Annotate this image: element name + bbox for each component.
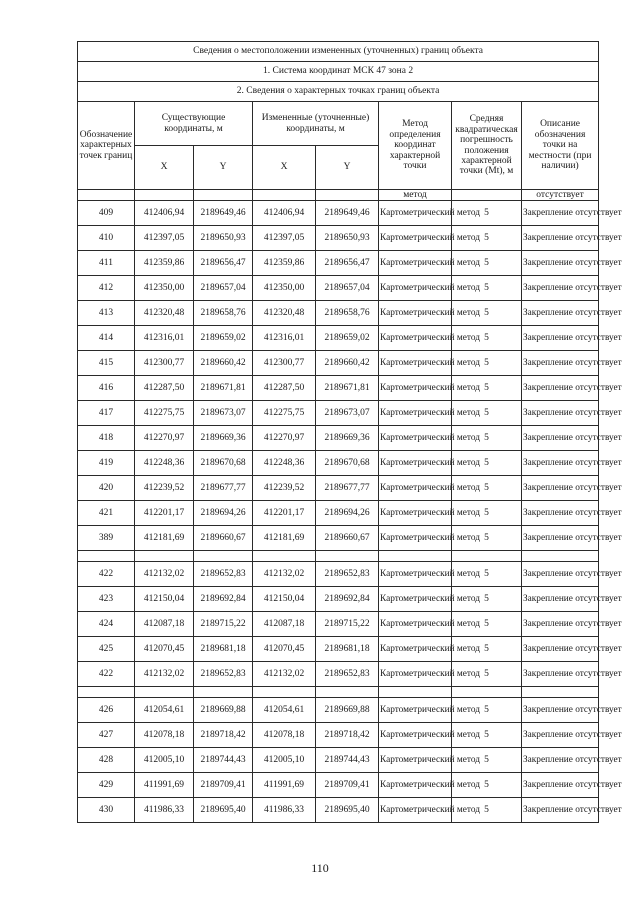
existing-x-cell: 412300,77 xyxy=(135,351,194,376)
changed-y-cell: 2189656,47 xyxy=(316,251,379,276)
point-cell: 429 xyxy=(78,773,135,798)
existing-y-cell: 2189744,43 xyxy=(194,748,253,773)
method-cell: Картометрический метод xyxy=(379,773,452,798)
changed-x-cell: 412406,94 xyxy=(253,201,316,226)
existing-x-cell: 412181,69 xyxy=(135,526,194,551)
changed-y-cell: 2189692,84 xyxy=(316,587,379,612)
continuation-method: метод xyxy=(379,190,452,201)
changed-y-cell: 2189669,36 xyxy=(316,426,379,451)
accuracy-cell: 5 xyxy=(452,501,522,526)
table-row xyxy=(78,401,599,426)
changed-y-cell: 2189681,18 xyxy=(316,637,379,662)
accuracy-cell: 5 xyxy=(452,476,522,501)
description-cell: Закрепление отсутствует xyxy=(522,251,599,276)
description-cell: Закрепление отсутствует xyxy=(522,226,599,251)
point-cell: 424 xyxy=(78,612,135,637)
point-cell: 426 xyxy=(78,698,135,723)
point-cell: 428 xyxy=(78,748,135,773)
method-cell: Картометрический метод xyxy=(379,748,452,773)
description-cell: Закрепление отсутствует xyxy=(522,476,599,501)
existing-x-cell: 412087,18 xyxy=(135,612,194,637)
accuracy-cell: 5 xyxy=(452,637,522,662)
coordinate-system: 1. Система координат МСК 47 зона 2 xyxy=(78,62,599,82)
description-cell: Закрепление отсутствует xyxy=(522,351,599,376)
existing-x-cell: 412070,45 xyxy=(135,637,194,662)
method-cell: Картометрический метод xyxy=(379,476,452,501)
existing-y-cell: 2189673,07 xyxy=(194,401,253,426)
existing-x-cell: 412005,10 xyxy=(135,748,194,773)
existing-x-cell: 412320,48 xyxy=(135,301,194,326)
accuracy-cell: 5 xyxy=(452,587,522,612)
point-cell: 418 xyxy=(78,426,135,451)
table-row xyxy=(78,201,599,226)
existing-y-cell: 2189709,41 xyxy=(194,773,253,798)
changed-x-cell: 412087,18 xyxy=(253,612,316,637)
changed-x-cell: 412070,45 xyxy=(253,637,316,662)
changed-x-cell: 412150,04 xyxy=(253,587,316,612)
description-cell: Закрепление отсутствует xyxy=(522,201,599,226)
description-cell: Закрепление отсутствует xyxy=(522,526,599,551)
method-cell: Картометрический метод xyxy=(379,351,452,376)
changed-y-cell: 2189694,26 xyxy=(316,501,379,526)
table-row xyxy=(78,587,599,612)
existing-x-cell: 412275,75 xyxy=(135,401,194,426)
changed-x-cell: 412248,36 xyxy=(253,451,316,476)
accuracy-cell: 5 xyxy=(452,662,522,687)
existing-y-cell: 2189659,02 xyxy=(194,326,253,351)
description-cell: Закрепление отсутствует xyxy=(522,562,599,587)
continuation-row xyxy=(78,190,599,201)
existing-y-cell: 2189656,47 xyxy=(194,251,253,276)
point-cell: 416 xyxy=(78,376,135,401)
method-cell: Картометрический метод xyxy=(379,587,452,612)
existing-y-cell: 2189669,36 xyxy=(194,426,253,451)
table-row xyxy=(78,562,599,587)
existing-x-cell: 412316,01 xyxy=(135,326,194,351)
accuracy-cell: 5 xyxy=(452,426,522,451)
existing-y-cell: 2189681,18 xyxy=(194,637,253,662)
changed-y-cell: 2189744,43 xyxy=(316,748,379,773)
col-header-changed-y: Y xyxy=(316,146,379,190)
accuracy-cell: 5 xyxy=(452,251,522,276)
separator-row xyxy=(78,551,599,562)
point-cell: 419 xyxy=(78,451,135,476)
table-row xyxy=(78,637,599,662)
changed-x-cell: 412320,48 xyxy=(253,301,316,326)
changed-y-cell: 2189652,83 xyxy=(316,662,379,687)
existing-y-cell: 2189658,76 xyxy=(194,301,253,326)
changed-x-cell: 412181,69 xyxy=(253,526,316,551)
method-cell: Картометрический метод xyxy=(379,326,452,351)
point-cell: 430 xyxy=(78,798,135,823)
accuracy-cell: 5 xyxy=(452,526,522,551)
changed-x-cell: 412359,86 xyxy=(253,251,316,276)
description-cell: Закрепление отсутствует xyxy=(522,723,599,748)
point-cell: 415 xyxy=(78,351,135,376)
table-row xyxy=(78,476,599,501)
point-cell: 422 xyxy=(78,662,135,687)
method-cell: Картометрический метод xyxy=(379,798,452,823)
method-cell: Картометрический метод xyxy=(379,698,452,723)
continuation-fix: отсутствует xyxy=(522,190,599,201)
accuracy-cell: 5 xyxy=(452,326,522,351)
accuracy-cell: 5 xyxy=(452,773,522,798)
method-cell: Картометрический метод xyxy=(379,637,452,662)
page-number: 110 xyxy=(311,861,329,875)
method-cell: Картометрический метод xyxy=(379,201,452,226)
existing-y-cell: 2189660,42 xyxy=(194,351,253,376)
description-cell: Закрепление отсутствует xyxy=(522,451,599,476)
accuracy-cell: 5 xyxy=(452,301,522,326)
changed-y-cell: 2189671,81 xyxy=(316,376,379,401)
existing-x-cell: 412350,00 xyxy=(135,276,194,301)
existing-x-cell: 412239,52 xyxy=(135,476,194,501)
existing-x-cell: 411986,33 xyxy=(135,798,194,823)
description-cell: Закрепление отсутствует xyxy=(522,798,599,823)
point-cell: 414 xyxy=(78,326,135,351)
point-cell: 422 xyxy=(78,562,135,587)
changed-y-cell: 2189658,76 xyxy=(316,301,379,326)
coordinates-table xyxy=(77,41,622,823)
description-cell: Закрепление отсутствует xyxy=(522,587,599,612)
point-cell: 421 xyxy=(78,501,135,526)
table-row xyxy=(78,376,599,401)
col-header-method: Метод определения координат характерной точки xyxy=(379,102,452,190)
changed-y-cell: 2189670,68 xyxy=(316,451,379,476)
changed-x-cell: 412275,75 xyxy=(253,401,316,426)
existing-x-cell: 412132,02 xyxy=(135,562,194,587)
method-cell: Картометрический метод xyxy=(379,276,452,301)
existing-y-cell: 2189671,81 xyxy=(194,376,253,401)
col-header-existing-x: X xyxy=(135,146,194,190)
accuracy-cell: 5 xyxy=(452,351,522,376)
accuracy-cell: 5 xyxy=(452,723,522,748)
existing-x-cell: 412078,18 xyxy=(135,723,194,748)
section-title: 2. Сведения о характерных точках границ объекта xyxy=(78,82,599,102)
point-cell: 425 xyxy=(78,637,135,662)
existing-y-cell: 2189715,22 xyxy=(194,612,253,637)
table-row xyxy=(78,451,599,476)
method-cell: Картометрический метод xyxy=(379,226,452,251)
existing-x-cell: 412054,61 xyxy=(135,698,194,723)
table-row xyxy=(78,501,599,526)
table-row xyxy=(78,698,599,723)
col-header-description: Описание обозначения точки на местности (при наличии) xyxy=(522,102,599,190)
accuracy-cell: 5 xyxy=(452,562,522,587)
table-row xyxy=(78,612,599,637)
point-cell: 412 xyxy=(78,276,135,301)
description-cell: Закрепление отсутствует xyxy=(522,301,599,326)
existing-x-cell: 412132,02 xyxy=(135,662,194,687)
changed-y-cell: 2189649,46 xyxy=(316,201,379,226)
table-row xyxy=(78,798,599,823)
existing-x-cell: 412397,05 xyxy=(135,226,194,251)
accuracy-cell: 5 xyxy=(452,748,522,773)
accuracy-cell: 5 xyxy=(452,276,522,301)
point-cell: 409 xyxy=(78,201,135,226)
table-row xyxy=(78,723,599,748)
point-cell: 417 xyxy=(78,401,135,426)
changed-y-cell: 2189669,88 xyxy=(316,698,379,723)
changed-x-cell: 412316,01 xyxy=(253,326,316,351)
existing-y-cell: 2189657,04 xyxy=(194,276,253,301)
existing-y-cell: 2189650,93 xyxy=(194,226,253,251)
table-row xyxy=(78,301,599,326)
table-row xyxy=(78,662,599,687)
changed-y-cell: 2189660,42 xyxy=(316,351,379,376)
existing-y-cell: 2189694,26 xyxy=(194,501,253,526)
changed-y-cell: 2189673,07 xyxy=(316,401,379,426)
existing-x-cell: 412201,17 xyxy=(135,501,194,526)
method-cell: Картометрический метод xyxy=(379,562,452,587)
method-cell: Картометрический метод xyxy=(379,723,452,748)
existing-y-cell: 2189669,88 xyxy=(194,698,253,723)
changed-x-cell: 412201,17 xyxy=(253,501,316,526)
method-cell: Картометрический метод xyxy=(379,451,452,476)
table-row xyxy=(78,773,599,798)
existing-x-cell: 412248,36 xyxy=(135,451,194,476)
accuracy-cell: 5 xyxy=(452,698,522,723)
point-cell: 413 xyxy=(78,301,135,326)
description-cell: Закрепление отсутствует xyxy=(522,748,599,773)
changed-y-cell: 2189718,42 xyxy=(316,723,379,748)
method-cell: Картометрический метод xyxy=(379,501,452,526)
accuracy-cell: 5 xyxy=(452,451,522,476)
existing-x-cell: 411991,69 xyxy=(135,773,194,798)
description-cell: Закрепление отсутствует xyxy=(522,426,599,451)
description-cell: Закрепление отсутствует xyxy=(522,401,599,426)
accuracy-cell: 5 xyxy=(452,612,522,637)
existing-x-cell: 412287,50 xyxy=(135,376,194,401)
accuracy-cell: 5 xyxy=(452,201,522,226)
existing-y-cell: 2189718,42 xyxy=(194,723,253,748)
col-header-changed: Измененные (уточненные) координаты, м xyxy=(253,102,379,146)
point-cell: 411 xyxy=(78,251,135,276)
changed-y-cell: 2189709,41 xyxy=(316,773,379,798)
separator-row xyxy=(78,687,599,698)
changed-x-cell: 412239,52 xyxy=(253,476,316,501)
method-cell: Картометрический метод xyxy=(379,301,452,326)
changed-y-cell: 2189652,83 xyxy=(316,562,379,587)
changed-x-cell: 411986,33 xyxy=(253,798,316,823)
col-header-point: Обозначение характерных точек границ xyxy=(78,102,135,190)
changed-x-cell: 412005,10 xyxy=(253,748,316,773)
accuracy-cell: 5 xyxy=(452,226,522,251)
existing-y-cell: 2189649,46 xyxy=(194,201,253,226)
changed-x-cell: 412132,02 xyxy=(253,662,316,687)
existing-x-cell: 412359,86 xyxy=(135,251,194,276)
table-title: Сведения о местоположении измененных (уточненных) границ объекта xyxy=(78,42,599,62)
changed-y-cell: 2189660,67 xyxy=(316,526,379,551)
table-row xyxy=(78,351,599,376)
method-cell: Картометрический метод xyxy=(379,376,452,401)
point-cell: 420 xyxy=(78,476,135,501)
changed-x-cell: 412270,97 xyxy=(253,426,316,451)
point-cell: 389 xyxy=(78,526,135,551)
existing-y-cell: 2189652,83 xyxy=(194,662,253,687)
existing-y-cell: 2189695,40 xyxy=(194,798,253,823)
existing-x-cell: 412150,04 xyxy=(135,587,194,612)
description-cell: Закрепление отсутствует xyxy=(522,612,599,637)
table-row xyxy=(78,276,599,301)
existing-y-cell: 2189652,83 xyxy=(194,562,253,587)
table-row xyxy=(78,748,599,773)
point-cell: 427 xyxy=(78,723,135,748)
accuracy-cell: 5 xyxy=(452,798,522,823)
table-row xyxy=(78,526,599,551)
point-cell: 410 xyxy=(78,226,135,251)
description-cell: Закрепление отсутствует xyxy=(522,276,599,301)
method-cell: Картометрический метод xyxy=(379,426,452,451)
changed-x-cell: 411991,69 xyxy=(253,773,316,798)
changed-y-cell: 2189657,04 xyxy=(316,276,379,301)
description-cell: Закрепление отсутствует xyxy=(522,501,599,526)
table-row xyxy=(78,326,599,351)
description-cell: Закрепление отсутствует xyxy=(522,662,599,687)
method-cell: Картометрический метод xyxy=(379,662,452,687)
changed-x-cell: 412054,61 xyxy=(253,698,316,723)
method-cell: Картометрический метод xyxy=(379,251,452,276)
method-cell: Картометрический метод xyxy=(379,401,452,426)
changed-y-cell: 2189659,02 xyxy=(316,326,379,351)
existing-y-cell: 2189692,84 xyxy=(194,587,253,612)
changed-x-cell: 412078,18 xyxy=(253,723,316,748)
description-cell: Закрепление отсутствует xyxy=(522,698,599,723)
method-cell: Картометрический метод xyxy=(379,612,452,637)
existing-y-cell: 2189670,68 xyxy=(194,451,253,476)
col-header-changed-x: X xyxy=(253,146,316,190)
description-cell: Закрепление отсутствует xyxy=(522,376,599,401)
point-cell: 423 xyxy=(78,587,135,612)
existing-x-cell: 412406,94 xyxy=(135,201,194,226)
table-row xyxy=(78,226,599,251)
changed-y-cell: 2189695,40 xyxy=(316,798,379,823)
changed-y-cell: 2189677,77 xyxy=(316,476,379,501)
existing-y-cell: 2189677,77 xyxy=(194,476,253,501)
col-header-existing-y: Y xyxy=(194,146,253,190)
table-row xyxy=(78,251,599,276)
changed-x-cell: 412132,02 xyxy=(253,562,316,587)
accuracy-cell: 5 xyxy=(452,401,522,426)
existing-y-cell: 2189660,67 xyxy=(194,526,253,551)
changed-x-cell: 412300,77 xyxy=(253,351,316,376)
changed-x-cell: 412350,00 xyxy=(253,276,316,301)
table-row xyxy=(78,426,599,451)
changed-y-cell: 2189715,22 xyxy=(316,612,379,637)
accuracy-cell: 5 xyxy=(452,376,522,401)
col-header-accuracy: Средняя квадратическая погрешность положения характерной точки (Mt), м xyxy=(452,102,522,190)
description-cell: Закрепление отсутствует xyxy=(522,637,599,662)
description-cell: Закрепление отсутствует xyxy=(522,773,599,798)
existing-x-cell: 412270,97 xyxy=(135,426,194,451)
changed-y-cell: 2189650,93 xyxy=(316,226,379,251)
changed-x-cell: 412287,50 xyxy=(253,376,316,401)
col-header-existing: Существующие координаты, м xyxy=(135,102,253,146)
description-cell: Закрепление отсутствует xyxy=(522,326,599,351)
changed-x-cell: 412397,05 xyxy=(253,226,316,251)
method-cell: Картометрический метод xyxy=(379,526,452,551)
